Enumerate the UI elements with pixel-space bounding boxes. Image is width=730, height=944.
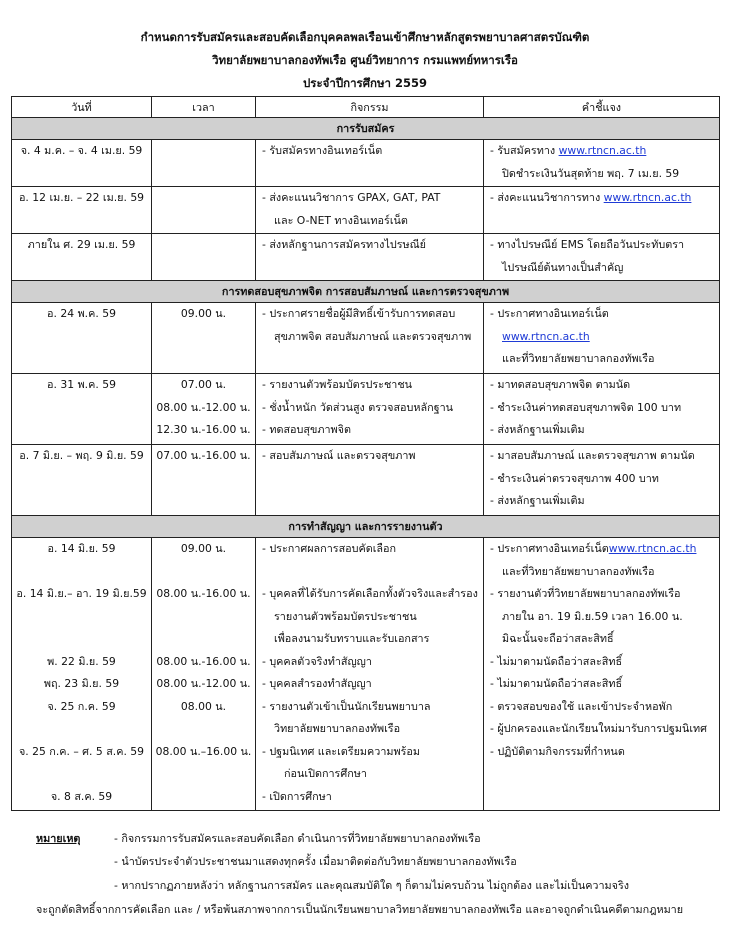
table-row (12, 140, 720, 187)
explanation-cell: - ประกาศทางอินเทอร์เน็ต www.rtncn.ac.th และที่วิทยาลัยพยาบาลกองทัพเรือ (484, 303, 720, 374)
activity-cell: - ประกาศรายชื่อผู้มีสิทธิ์เข้ารับการทดสอบ สุขภาพจิต สอบสัมภาษณ์ และตรวจสุขภาพ (256, 303, 484, 374)
explanation-cell: - มาสอบสัมภาษณ์ และตรวจสุขภาพ ตามนัด - ชำระเงินค่าตรวจสุขภาพ 400 บาท - ส่งหลักฐานเพิ่มเติม (484, 445, 720, 516)
note-3: - หากปรากฏภายหลังว่า หลักฐานการสมัคร และคุณสมบัติใด ๆ ก็ตามไม่ครบถ้วน ไม่ถูกต้อง และไม่เป็นความจริง (114, 879, 630, 892)
table-row (12, 538, 720, 811)
explanation-cell: - มาทดสอบสุขภาพจิต ตามนัด - ชำระเงินค่าทดสอบสุขภาพจิต 100 บาท - ส่งหลักฐานเพิ่มเติม (484, 374, 720, 445)
date-cell: อ. 14 มิ.ย. 59 อ. 14 มิ.ย.– อา. 19 มิ.ย.59 พ. 22 มิ.ย. 59 พฤ. 23 มิ.ย. 59 จ. 25 ก.ค. 59 จ. 25 ก.ค. – ศ. 5 ส.ค. 59 จ. 8 ส.ค. 59 (12, 538, 152, 811)
website-link[interactable]: www.rtncn.ac.th (558, 144, 647, 157)
table-row (12, 445, 720, 516)
explanation-cell: - รับสมัครทาง www.rtncn.ac.th ปิดชำระเงินวันสุดท้าย พฤ. 7 เม.ย. 59 (484, 140, 720, 187)
table-row (12, 234, 720, 281)
title-line-2: วิทยาลัยพยาบาลกองทัพเรือ ศูนย์วิทยาการ กรมแพทย์ทหารเรือ (212, 53, 518, 67)
website-link[interactable]: www.rtncn.ac.th (608, 542, 697, 555)
note-4: จะถูกตัดสิทธิ์จากการคัดเลือก และ / หรือพ้นสภาพจากการเป็นนักเรียนพยาบาลวิทยาลัยพยาบาลกองทัพเรือ และอาจถูกดำเนินคดีตามกฎหมาย (36, 903, 684, 916)
time-cell: 09.00 น. (152, 303, 256, 374)
activity-cell: - ประกาศผลการสอบคัดเลือก - บุคคลที่ได้รับการคัดเลือกทั้งตัวจริงและสำรอง รายงานตัวพร้อมบัตรประชาชน เพื่อลงนามรับทราบและรับเอกสาร - บุคคลตัวจริงทำสัญญา - บุคคลสำรองทำสัญญา - รายงานตัวเข้าเป็นนักเรียนพยาบาล วิทยาลัยพยาบาลกองทัพเรือ - ปฐมนิเทศ และเตรียมความพร้อม ก่อนเปิดการศึกษา - เปิดการศึกษา (256, 538, 484, 811)
date-cell: ภายใน ศ. 29 เม.ย. 59 (12, 234, 152, 281)
table-row (12, 187, 720, 234)
time-cell: 09.00 น. 08.00 น.-16.00 น. 08.00 น.-16.00 น. 08.00 น.-12.00 น. 08.00 น. 08.00 น.–16.00 น. (152, 538, 256, 811)
header-row (12, 97, 720, 118)
time-cell (152, 234, 256, 281)
activity-cell: - สอบสัมภาษณ์ และตรวจสุขภาพ (256, 445, 484, 516)
section-row (12, 118, 720, 140)
time-cell: 07.00 น. 08.00 น.-12.00 น. 12.30 น.-16.00 น. (152, 374, 256, 445)
col-time-header: เวลา (152, 97, 256, 118)
document-header (0, 26, 730, 95)
section-apply: การรับสมัคร (12, 118, 720, 140)
section-exam: การทดสอบสุขภาพจิต การสอบสัมภาษณ์ และการตรวจสุขภาพ (12, 281, 720, 303)
date-cell: อ. 12 เม.ย. – 22 เม.ย. 59 (12, 187, 152, 234)
explanation-cell: - ทางไปรษณีย์ EMS โดยถือวันประทับตรา ไปรษณีย์ต้นทางเป็นสำคัญ (484, 234, 720, 281)
schedule-table (11, 96, 720, 811)
section-row (12, 281, 720, 303)
explanation-cell: - ประกาศทางอินเทอร์เน็ตwww.rtncn.ac.th และที่วิทยาลัยพยาบาลกองทัพเรือ - รายงานตัวที่วิทยาลัยพยาบาลกองทัพเรือ ภายใน อา. 19 มิ.ย.59 เวลา 16.00 น. มิฉะนั้นจะถือว่าสละสิทธิ์ - ไม่มาตามนัดถือว่าสละสิทธิ์ - ไม่มาตามนัดถือว่าสละสิทธิ์ - ตรวจสอบของใช้ และเข้าประจำหอพัก - ผู้ปกครองและนักเรียนใหม่มารับการปฐมนิเทศ - ปฏิบัติตามกิจกรรมที่กำหนด (484, 538, 720, 811)
note-1: - กิจกรรมการรับสมัครและสอบคัดเลือก ดำเนินการที่วิทยาลัยพยาบาลกองทัพเรือ (114, 832, 481, 845)
activity-cell: - รายงานตัวพร้อมบัตรประชาชน - ชั่งน้ำหนัก วัดส่วนสูง ตรวจสอบหลักฐาน - ทดสอบสุขภาพจิต (256, 374, 484, 445)
title-line-1: กำหนดการรับสมัครและสอบคัดเลือกบุคคลพลเรือนเข้าศึกษาหลักสูตรพยาบาลศาสตรบัณฑิต (140, 30, 590, 44)
col-date-header: วันที่ (12, 97, 152, 118)
table-row (12, 374, 720, 445)
activity-cell: - ส่งคะแนนวิชาการ GPAX, GAT, PAT และ O-NET ทางอินเทอร์เน็ต (256, 187, 484, 234)
website-link[interactable]: www.rtncn.ac.th (603, 191, 692, 204)
col-explanation-header: คำชี้แจง (484, 97, 720, 118)
explanation-cell: - ส่งคะแนนวิชาการทาง www.rtncn.ac.th (484, 187, 720, 234)
section-contract: การทำสัญญา และการรายงานตัว (12, 516, 720, 538)
table-row (12, 303, 720, 374)
time-cell (152, 140, 256, 187)
col-activity-header: กิจกรรม (256, 97, 484, 118)
time-cell (152, 187, 256, 234)
activity-cell: - รับสมัครทางอินเทอร์เน็ต (256, 140, 484, 187)
title-line-3: ประจำปีการศึกษา 2559 (302, 76, 428, 90)
note-2: - นำบัตรประจำตัวประชาชนมาแสดงทุกครั้ง เมื่อมาติดต่อกับวิทยาลัยพยาบาลกองทัพเรือ (114, 855, 517, 868)
activity-cell: - ส่งหลักฐานการสมัครทางไปรษณีย์ (256, 234, 484, 281)
date-cell: อ. 31 พ.ค. 59 (12, 374, 152, 445)
date-cell: จ. 4 ม.ค. – จ. 4 เม.ย. 59 (12, 140, 152, 187)
date-cell: อ. 24 พ.ค. 59 (12, 303, 152, 374)
notes-label: หมายเหตุ (36, 832, 81, 845)
section-row (12, 516, 720, 538)
date-cell: อ. 7 มิ.ย. – พฤ. 9 มิ.ย. 59 (12, 445, 152, 516)
website-link[interactable]: www.rtncn.ac.th (502, 329, 590, 343)
time-cell: 07.00 น.-16.00 น. (152, 445, 256, 516)
